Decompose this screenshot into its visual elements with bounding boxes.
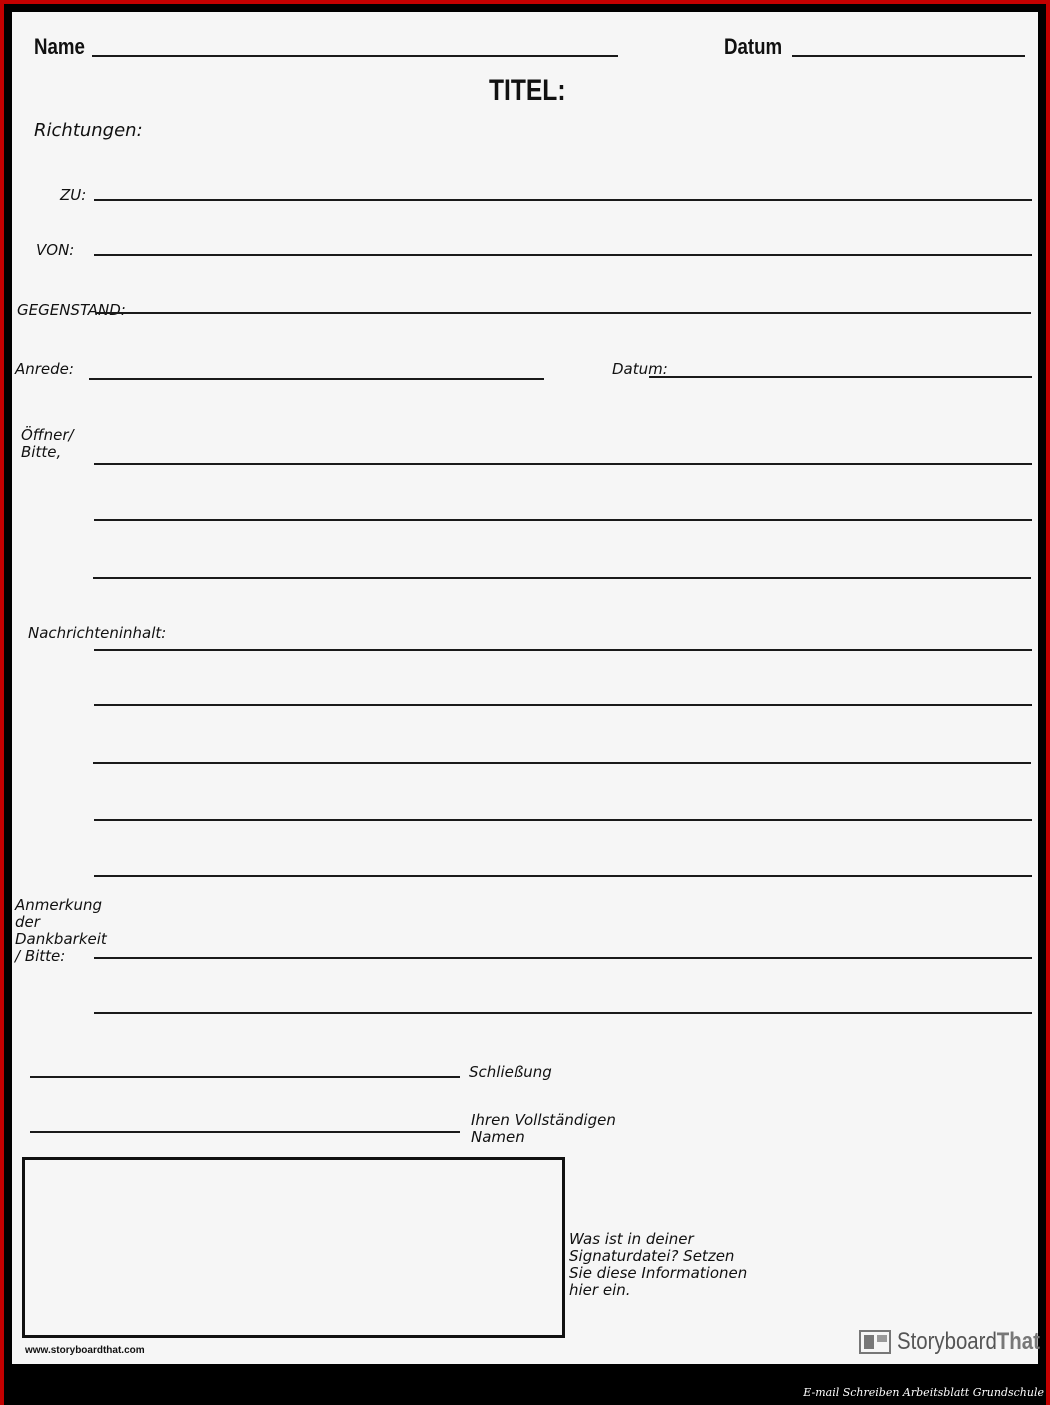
subject-line[interactable] (96, 312, 1031, 314)
signature-hint: Was ist in deiner Signaturdatei? Setzen Sie diese Informationen hier ein. (569, 1230, 748, 1299)
logo-text-regular: Storyboard (897, 1328, 997, 1355)
full-name-line[interactable] (30, 1131, 460, 1133)
body-line-5[interactable] (94, 875, 1032, 877)
body-line-4[interactable] (94, 819, 1032, 821)
name-label: Name (34, 34, 85, 59)
worksheet (12, 12, 1038, 1364)
date-label: Datum: (612, 360, 668, 378)
gratitude-line-1[interactable] (94, 957, 1032, 959)
storyboardthat-logo (859, 1328, 1050, 1356)
page-title: TITEL: (489, 74, 566, 107)
salutation-line[interactable] (89, 378, 544, 380)
salutation-label: Anrede: (15, 360, 74, 378)
body-label: Nachrichteninhalt: (28, 624, 167, 642)
signature-box[interactable] (22, 1157, 565, 1338)
closing-line[interactable] (30, 1076, 460, 1078)
body-line-2[interactable] (94, 704, 1032, 706)
to-label: ZU: (60, 186, 87, 204)
logo-text-bold: That (996, 1328, 1040, 1355)
body-line-1[interactable] (94, 649, 1032, 651)
gratitude-label: Anmerkung der Dankbarkeit / Bitte: (15, 896, 107, 965)
opener-label: Öffner/ Bitte, (21, 426, 74, 461)
opener-line-1[interactable] (94, 463, 1032, 465)
storyboard-logo-icon (859, 1330, 891, 1354)
subject-label: GEGENSTAND: (17, 301, 126, 319)
from-label: VON: (36, 241, 75, 259)
image-caption: E-mail Schreiben Arbeitsblatt Grundschule (803, 1386, 1044, 1399)
opener-line-2[interactable] (94, 519, 1032, 521)
opener-line-3[interactable] (93, 577, 1031, 579)
full-name-label: Ihren Vollständigen Namen (471, 1111, 616, 1146)
from-line[interactable] (94, 254, 1032, 256)
website-url: www.storyboardthat.com (25, 1345, 145, 1356)
closing-label: Schließung (469, 1063, 552, 1081)
to-line[interactable] (94, 199, 1032, 201)
date-line[interactable] (649, 376, 1032, 378)
logo-text (897, 1328, 1040, 1356)
gratitude-line-2[interactable] (94, 1012, 1032, 1014)
directions-label: Richtungen: (34, 120, 143, 141)
body-line-3[interactable] (93, 762, 1031, 764)
header-date-label: Datum (724, 34, 783, 59)
name-line[interactable] (92, 55, 618, 57)
header-date-line[interactable] (792, 55, 1025, 57)
